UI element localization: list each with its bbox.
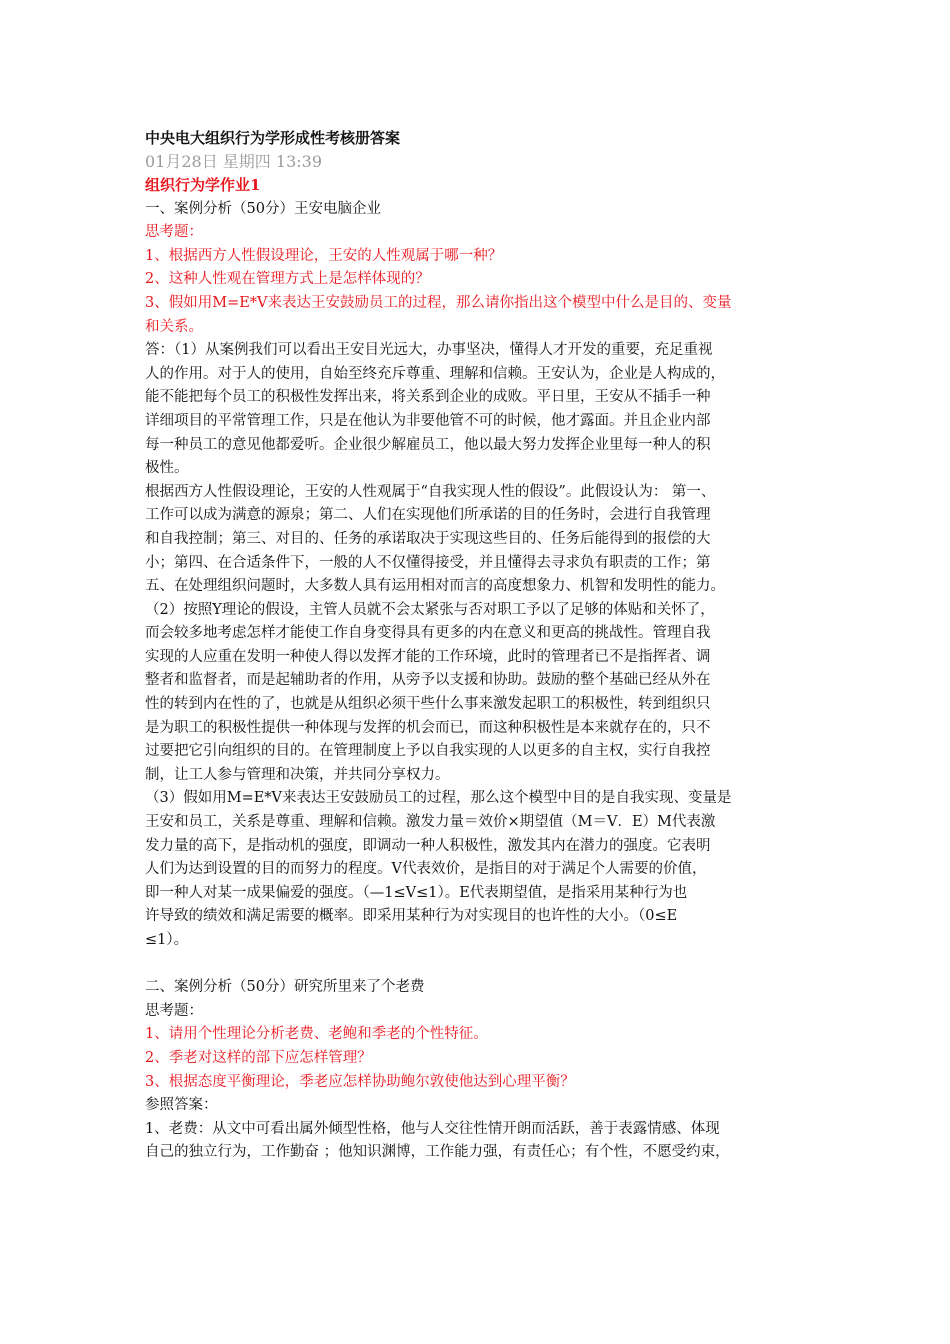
answer-line: 是为职工的积极性提供一种体现与发挥的机会而已，而这种积极性是本来就存在的，只不 [145,719,711,736]
answer-line: 即一种人对某一成果偏爱的强度。（—1≤V≤1）。E代表期望值，是指采用某种行为也 [145,884,688,901]
case2-answer-label: 参照答案： [145,1097,218,1114]
answer-line: 每一种员工的意见他都爱听。企业很少解雇员工，他以最大努力发挥企业里每一种人的积 [145,436,711,453]
answer-line: 详细项目的平常管理工作，只是在他认为非要他管不可的时候，他才露面。并且企业内部 [145,412,711,429]
answer-line: 制，让工人参与管理和决策，并共同分享权力。 [145,766,450,783]
answer-line: 五、在处理组织问题时，大多数人具有运用相对而言的高度想象力、机智和发明性的能力。 [145,578,725,595]
answer-line: 能不能把每个员工的积极性发挥出来，将关系到企业的成败。平日里，王安从不插手一种 [145,389,711,406]
document-page [145,126,825,1165]
document-title: 中央电大组织行为学形成性考核册答案 [145,129,401,147]
answer-line: 和自我控制；第三、对目的、任务的承诺取决于实现这些目的、任务后能得到的报偿的大 [145,530,711,547]
answer-line: 1、老费：从文中可看出属外倾型性格，他与人交往性情开朗而活跃，善于表露情感、体现 [145,1120,720,1137]
answer-line: 实现的人应重在发明一种使人得以发挥才能的工作环境，此时的管理者已不是指挥者、调 [145,648,711,665]
answer-line: 人们为达到设置的目的而努力的程度。V代表效价，是指目的对于满足个人需要的价值， [145,861,707,878]
case1-question-3-cont: 和关系。 [145,318,203,335]
answer-line: 整者和监督者，而是起辅助者的作用，从旁予以支援和协助。鼓励的整个基础已经从外在 [145,672,711,689]
case1-question-2: 2、这种人性观在管理方式上是怎样体现的？ [145,271,430,288]
answer-line: 发力量的高下，是指动机的强度，即调动一种人积极性，激发其内在潜力的强度。它表明 [145,837,711,854]
answer-line: 自己的独立行为，工作勤奋 ；他知识渊博，工作能力强，有责任心；有个性，不愿受约束， [145,1144,730,1161]
case1-heading: 一、案例分析（50分）王安电脑企业 [145,200,381,217]
case1-answer [145,339,825,952]
answer-line: 人的作用。对于人的使用，自始至终充斥尊重、理解和信赖。王安认为，企业是人构成的， [145,365,725,382]
answer-line: 根据西方人性假设理论，王安的人性观属于“自我实现人性的假设”。此假设认为： 第一、 [145,483,716,500]
answer-line: 答：（1）从案例我们可以看出王安目光远大，办事坚决，懂得人才开发的重要，充足重视 [145,342,713,359]
section-title: 组织行为学作业1 [145,176,261,194]
answer-line: ≤1）。 [145,932,189,948]
post-date: 01月28日 星期四 13:39 [145,152,323,171]
answer-line: 而会较多地考虑怎样才能使工作自身变得具有更多的内在意义和更高的挑战性。管理自我 [145,625,711,642]
case2-question-3: 3、根据态度平衡理论，季老应怎样协助鲍尔敦使他达到心理平衡？ [145,1073,575,1090]
answer-line: 工作可以成为满意的源泉；第二、人们在实现他们所承诺的目的任务时，会进行自我管理 [145,507,711,524]
case1-question-1: 1、根据西方人性假设理论，王安的人性观属于哪一种？ [145,247,503,264]
case2-questions-label: 思考题： [145,1002,203,1019]
answer-line: （2）按照Y理论的假设，主管人员就不会太紧张与否对职工予以了足够的体贴和关怀了， [145,601,715,618]
case2-question-1: 1、请用个性理论分析老费、老鲍和季老的个性特征。 [145,1026,488,1043]
answer-line: 性的转到内在性的了，也就是从组织必须干些什么事来激发起职工的积极性，转到组织只 [145,696,711,713]
answer-line: 许导致的绩效和满足需要的概率。即采用某种行为对实现目的也许性的大小。（0≤E [145,908,678,925]
answer-line: 小；第四、在合适条件下，一般的人不仅懂得接受，并且懂得去寻求负有职责的工作；第 [145,554,711,571]
case1-question-3: 3、假如用M=E*V来表达王安鼓励员工的过程，那么请你指出这个模型中什么是目的、变量 [145,294,732,311]
paragraph-gap [145,953,825,977]
answer-line: 极性。 [145,460,189,477]
answer-line: 王安和员工，关系是尊重、理解和信赖。激发力量＝效价×期望值（M＝V．E）M代表激 [145,814,716,831]
case1-questions-label: 思考题： [145,224,203,241]
answer-line: 过要把它引向组织的目的。在管理制度上予以自我实现的人以更多的自主权，实行自我控 [145,743,711,760]
case2-heading: 二、案例分析（50分）研究所里来了个老费 [145,979,425,996]
answer-line: （3）假如用M=E*V来表达王安鼓励员工的过程，那么这个模型中目的是自我实现、变量是 [145,790,732,807]
case2-question-2: 2、季老对这样的部下应怎样管理？ [145,1049,372,1066]
